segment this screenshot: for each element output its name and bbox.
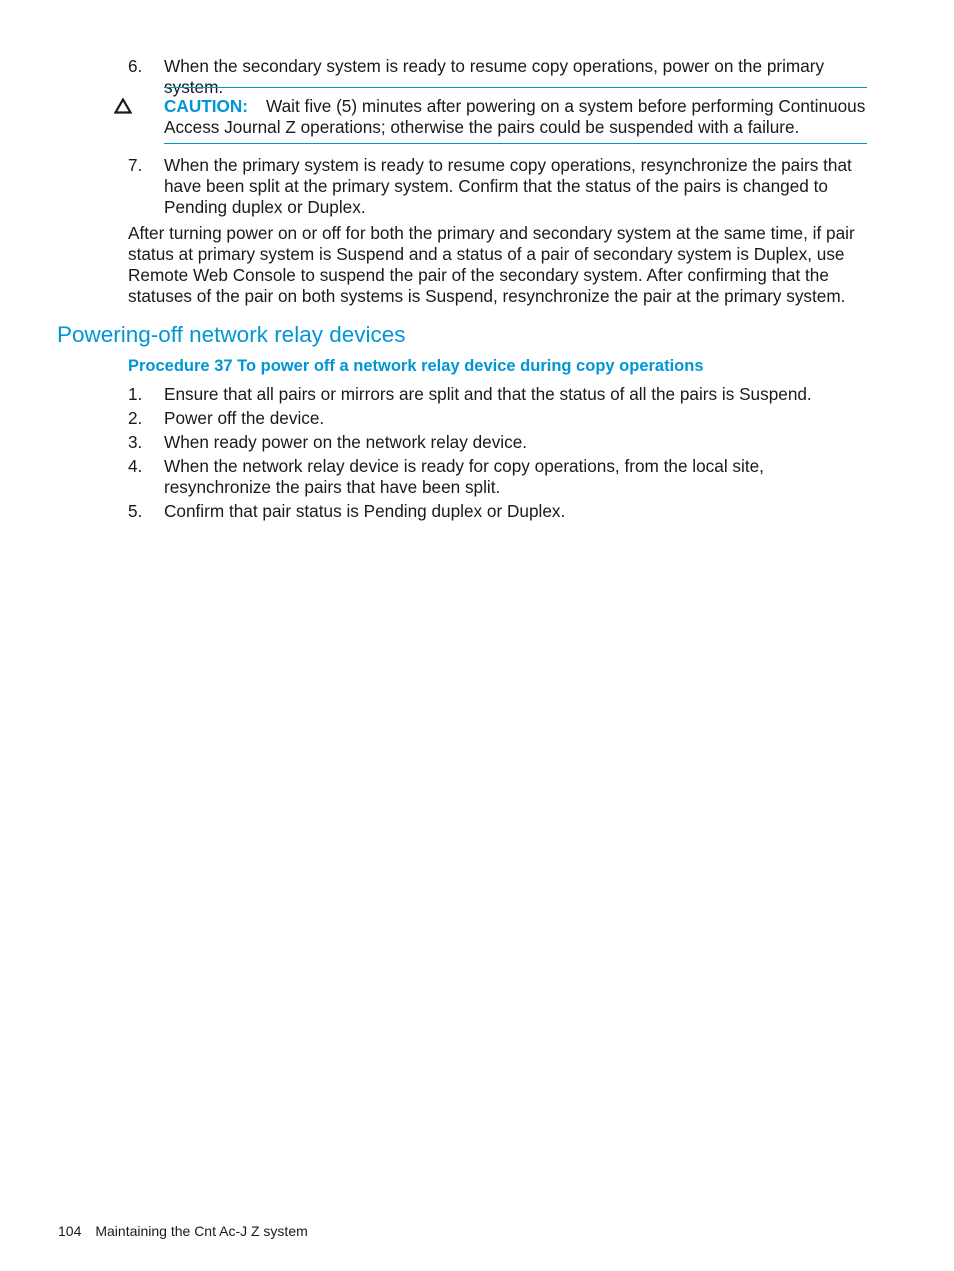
step-text: Confirm that pair status is Pending duplex or Duplex. (164, 501, 566, 521)
section-heading: Powering-off network relay devices (57, 322, 406, 347)
step-text: Ensure that all pairs or mirrors are split and that the status of all the pairs is Suspend. (164, 384, 812, 404)
caution-text: Wait five (5) minutes after powering on a system before performing Continuous Access Journal Z operations; otherwise the pairs could be suspended with a failure. (164, 96, 866, 137)
caution-rule-top (164, 87, 867, 88)
page-footer (58, 1222, 308, 1240)
list-item (128, 456, 873, 498)
list-item (128, 432, 873, 453)
body-paragraph: After turning power on or off for both the primary and secondary system at the same time, if pair status at primary system is Suspend and a status of a pair of secondary system is Duplex, use Remote Web Console to suspend the pair of the secondary system. After confirming that the statuses of the pair on both systems is Suspend, resynchronize the pair at the primary system. (128, 223, 855, 306)
step-text: Power off the device. (164, 408, 325, 428)
list-item (128, 384, 873, 405)
caution-triangle-icon (114, 98, 132, 114)
step-number: 3. (128, 432, 143, 452)
caution-note (112, 87, 872, 145)
step-text: When the network relay device is ready for copy operations, from the local site, resynchronize the pairs that have been split. (164, 456, 764, 497)
chapter-title: Maintaining the Cnt Ac-J Z system (95, 1223, 308, 1239)
step-text: When the secondary system is ready to resume copy operations, power on the primary system. (164, 56, 825, 97)
caution-text-block (164, 96, 867, 138)
step-number: 2. (128, 408, 143, 428)
list-item (128, 408, 873, 429)
step-text: When the primary system is ready to resume copy operations, resynchronize the pairs that have been split at the primary system. Confirm that the status of the pairs is changed to Pending duplex or Duplex. (164, 155, 852, 217)
step-text: When ready power on the network relay device. (164, 432, 528, 452)
list-item (128, 155, 873, 218)
step-number: 4. (128, 456, 143, 476)
step-number: 7. (128, 155, 143, 175)
caution-rule-bottom (164, 143, 867, 144)
caution-label: CAUTION: (164, 96, 249, 116)
step-number: 6. (128, 56, 143, 76)
procedure-title: Procedure 37 To power off a network relay device during copy operations (128, 357, 704, 375)
step-number: 1. (128, 384, 143, 404)
step-number: 5. (128, 501, 143, 521)
page-number: 104 (58, 1223, 82, 1239)
list-item (128, 501, 873, 522)
